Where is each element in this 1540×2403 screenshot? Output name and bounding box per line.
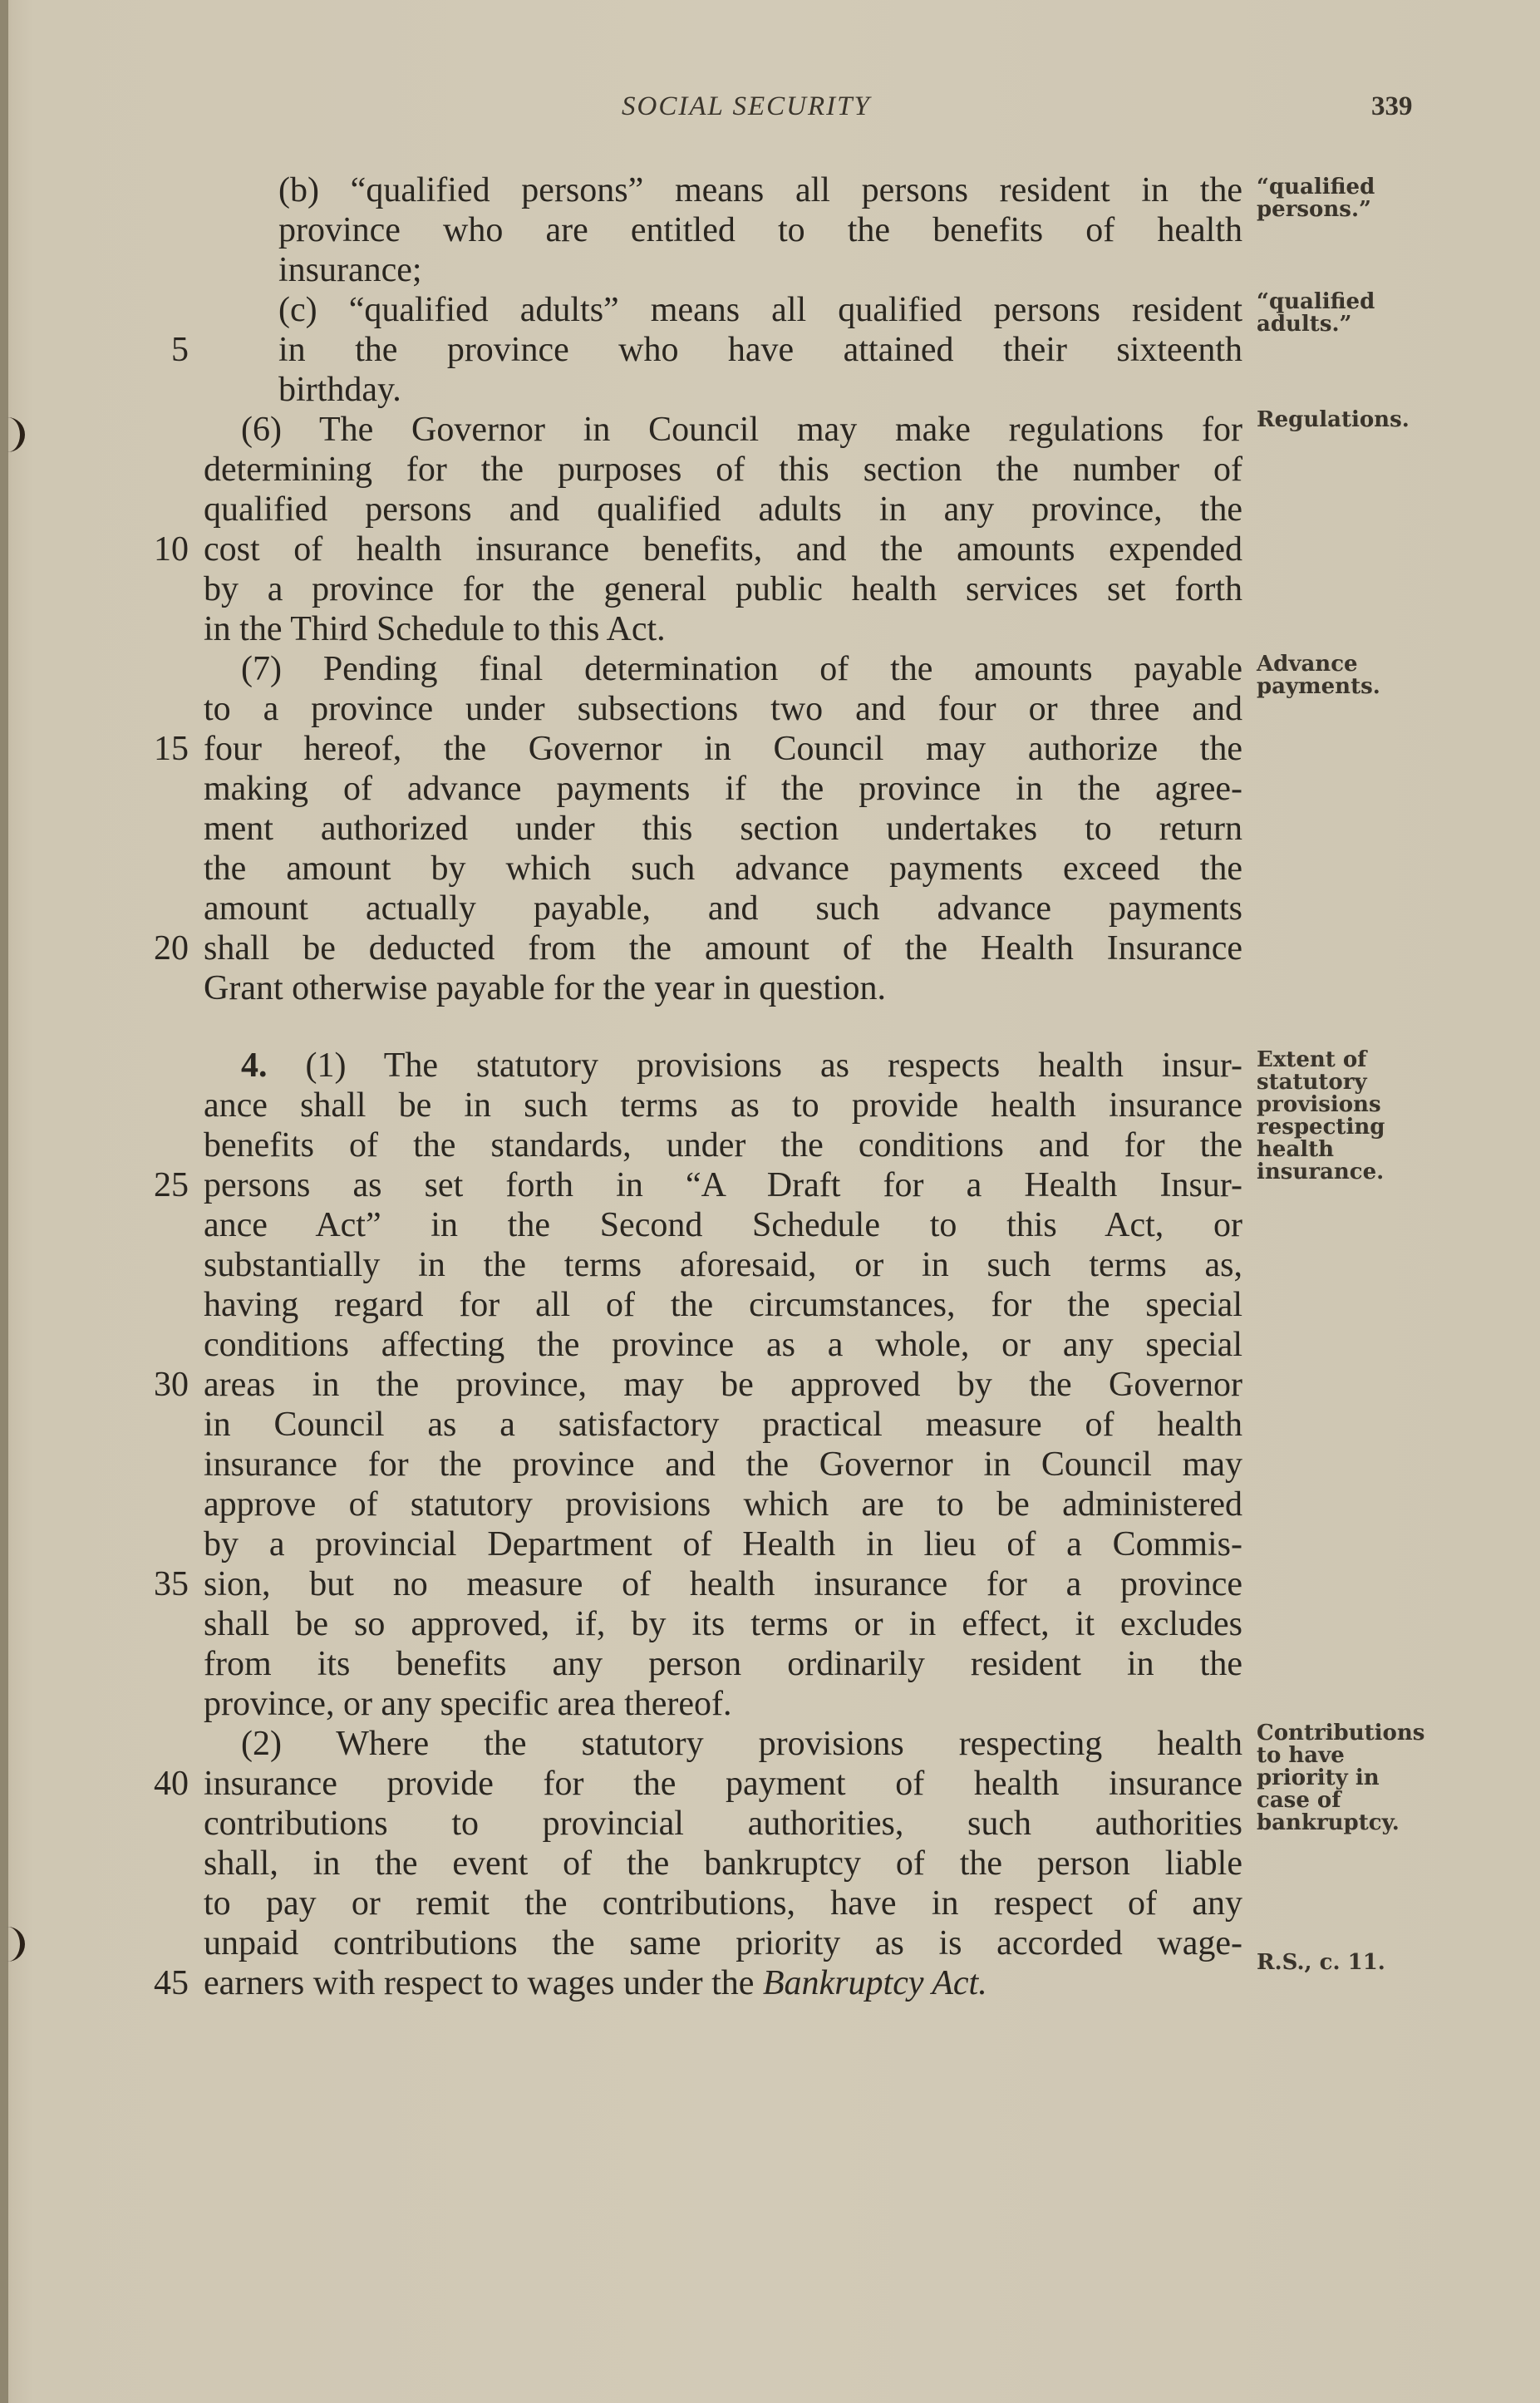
text-line (0, 529, 1540, 569)
line-text: approve of statutory provisions which are to be administered (204, 1485, 1242, 1524)
text-line (0, 769, 1540, 809)
line-number: 25 (154, 1166, 189, 1204)
margin-note: Contributions to have priority in case of bankruptcy. (1257, 1721, 1425, 1835)
line-number: 35 (154, 1565, 189, 1603)
line-text: amount actually payable, and such advance payments (204, 889, 1242, 928)
line-number: 40 (154, 1765, 189, 1803)
margin-note: Regulations. (1257, 407, 1410, 432)
line-text: qualified persons and qualified adults in any province, the (204, 490, 1242, 529)
text-line (0, 1883, 1540, 1923)
text-line (0, 1604, 1540, 1644)
text-line (0, 370, 1540, 410)
line-number: 30 (154, 1366, 189, 1404)
margin-note: “qualified persons.” (1257, 175, 1375, 222)
line-text (241, 1046, 1242, 1086)
line-text: (c) “qualified adults” means all qualified persons resident (278, 291, 1242, 329)
line-text: the amount by which such advance payments exceed the (204, 849, 1242, 888)
line-number: 10 (154, 530, 189, 569)
line-text: (b) “qualified persons” means all persons resident in the (278, 171, 1242, 209)
line-number: 20 (154, 929, 189, 968)
section-first-line: (1) The statutory provisions as respects health insur- (305, 1046, 1242, 1085)
line-text: in the Third Schedule to this Act. (204, 610, 666, 648)
text-line (0, 1564, 1540, 1604)
line-text: in the province who have attained their sixteenth (278, 331, 1242, 369)
line-number: 45 (154, 1964, 189, 2002)
line-text: sion, but no measure of health insurance for a province (204, 1565, 1242, 1603)
line-text: substantially in the terms aforesaid, or in such terms as, (204, 1246, 1242, 1284)
text-line (0, 1325, 1540, 1365)
line-text: benefits of the standards, under the conditions and for the (204, 1126, 1242, 1165)
line-text: Grant otherwise payable for the year in question. (204, 969, 887, 1007)
line-text: (6) The Governor in Council may make regulations for (241, 411, 1242, 449)
line-text: ance shall be in such terms as to provide health insurance (204, 1086, 1242, 1125)
line-text: contributions to provincial authorities, such authorities (204, 1805, 1242, 1843)
line-text: province, or any specific area thereof. (204, 1685, 732, 1723)
line-text: cost of health insurance benefits, and the amounts expended (204, 530, 1242, 569)
text-line (0, 849, 1540, 889)
line-text: persons as set forth in “A Draft for a Health Insur- (204, 1166, 1242, 1204)
text-line (0, 889, 1540, 928)
line-text: having regard for all of the circumstances, for the special (204, 1286, 1242, 1324)
line-text: insurance; (278, 251, 422, 289)
line-text: conditions affecting the province as a whole, or any special (204, 1326, 1242, 1364)
text-line (0, 968, 1540, 1008)
text-line (0, 1365, 1540, 1405)
text-line (0, 609, 1540, 649)
line-text: determining for the purposes of this section the number of (204, 451, 1242, 489)
line-text: insurance for the province and the Governor in Council may (204, 1445, 1242, 1484)
line-text: by a province for the general public health services set forth (204, 570, 1242, 608)
margin-note: “qualified adults.” (1257, 289, 1375, 337)
act-title: Bankruptcy Act. (762, 1964, 987, 2002)
line-number: 15 (154, 730, 189, 768)
text-line (0, 250, 1540, 290)
page-number: 339 (1371, 91, 1413, 121)
line-text: four hereof, the Governor in Council may authorize the (204, 730, 1242, 768)
text-line (0, 1445, 1540, 1485)
text-line (0, 569, 1540, 609)
margin-note: R.S., c. 11. (1257, 1950, 1385, 1975)
text-line (0, 1844, 1540, 1883)
text-line (0, 1205, 1540, 1245)
text-line (0, 1684, 1540, 1724)
line-text: (7) Pending final determination of the amounts payable (241, 650, 1242, 688)
text-line (0, 809, 1540, 849)
margin-note: Extent of statutory provisions respecting health insurance. (1257, 1047, 1385, 1184)
line-text: areas in the province, may be approved by the Governor (204, 1366, 1242, 1404)
running-head: SOCIAL SECURITY (622, 91, 871, 121)
margin-note: Advance payments. (1257, 652, 1380, 699)
text-line (0, 729, 1540, 769)
line-text: to pay or remit the contributions, have in respect of any (204, 1884, 1242, 1923)
line-text: shall be so approved, if, by its terms or in effect, it excludes (204, 1605, 1242, 1643)
line-text: unpaid contributions the same priority as is accorded wage- (204, 1924, 1242, 1962)
line-text: ment authorized under this section undertakes to return (204, 810, 1242, 848)
line-text: shall, in the event of the bankruptcy of the person liable (204, 1844, 1242, 1883)
line-text: province who are entitled to the benefits of health (278, 211, 1242, 249)
text-line (0, 1285, 1540, 1325)
text-line (0, 450, 1540, 490)
page-header (0, 91, 1540, 128)
line-text: making of advance payments if the province in the agree- (204, 770, 1242, 808)
final-line-text: earners with respect to wages under the (204, 1964, 763, 2002)
line-text: from its benefits any person ordinarily resident in the (204, 1645, 1242, 1683)
line-text: ance Act” in the Second Schedule to this Act, or (204, 1206, 1242, 1244)
text-line (0, 1245, 1540, 1285)
text-line (0, 1644, 1540, 1684)
line-text: by a provincial Department of Health in lieu of a Commis- (204, 1525, 1242, 1563)
line-text (204, 1963, 1242, 2003)
text-line (0, 1524, 1540, 1564)
text-line (0, 928, 1540, 968)
text-line (0, 1405, 1540, 1445)
text-line (0, 490, 1540, 529)
line-text: shall be deducted from the amount of the Health Insurance (204, 929, 1242, 968)
text-line (0, 1485, 1540, 1524)
line-text: to a province under subsections two and four or three and (204, 690, 1242, 728)
line-number: 5 (171, 331, 189, 369)
line-text: in Council as a satisfactory practical measure of health (204, 1406, 1242, 1444)
line-text: insurance provide for the payment of health insurance (204, 1765, 1242, 1803)
line-text: birthday. (278, 371, 401, 409)
section-number: 4. (241, 1046, 268, 1085)
line-text: (2) Where the statutory provisions respecting health (241, 1725, 1242, 1763)
